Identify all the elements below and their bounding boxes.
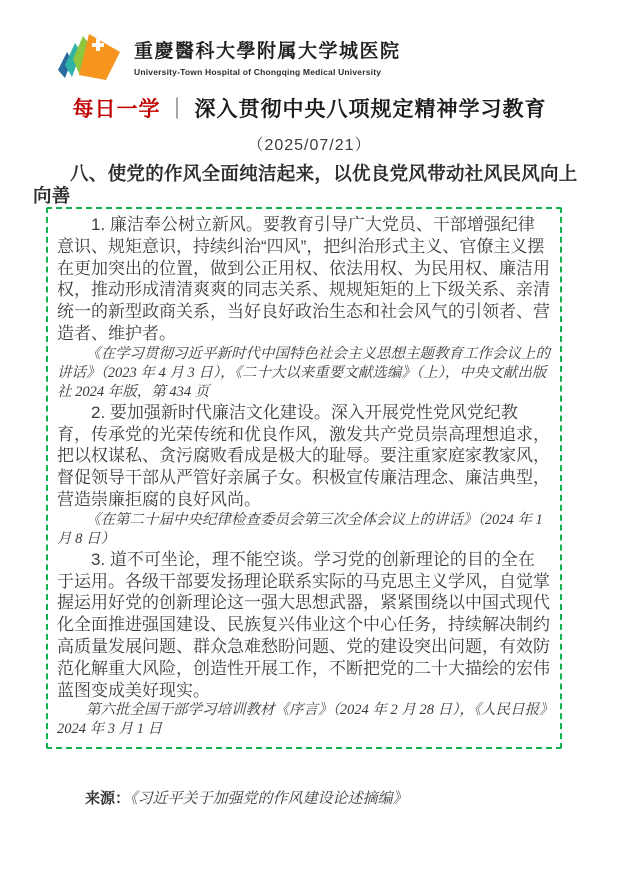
source-text: 《习近平关于加强党的作风建设论述摘编》: [130, 791, 408, 807]
citation-1: 《在学习贯彻习近平新时代中国特色社会主义思想主题教育工作会议上的讲话》（2023 年 4 月 3 日），《二十大以来重要文献选编》（上），中央文献出版社 2024 年版，第 434 页: [57, 345, 550, 400]
title-text: 深入贯彻中央八项规定精神学习教育: [194, 98, 547, 121]
hospital-logo: [52, 30, 401, 86]
title-separator: ｜: [166, 98, 189, 121]
page-title: [0, 96, 619, 124]
quote-box: [46, 207, 562, 749]
hospital-name-en: University-Town Hospital of Chongqing Medical University: [134, 66, 382, 77]
hospital-name-block: [134, 40, 401, 77]
fanned-pages-with-plus-icon: [52, 30, 124, 86]
citation-2: 《在第二十届中央纪律检查委员会第三次全体会议上的讲话》（2024 年 1 月 8 日）: [57, 511, 543, 547]
body-paragraph-1: 1. 廉洁奉公树立新风。要教育引导广大党员、干部增强纪律意识、规矩意识，持续纠治“四风”，把纠治形式主义、官僚主义摆在更加突出的位置，做到公正用权、依法用权、为民用权、廉洁用权，推动形成清清爽爽的同志关系、规规矩矩的上下级关系、亲清统一的新型政商关系，当好良好政治生态和社会风气的引领者、营造者、维护者。: [57, 215, 550, 343]
source-line: [85, 789, 589, 809]
body-paragraph-3: 3. 道不可坐论，理不能空谈。学习党的创新理论的目的全在于运用。各级干部要发扬理论联系实际的马克思主义学风，自觉掌握运用好党的创新理论这一强大思想武器，紧紧围绕以中国式现代化全面推进强国建设、民族复兴伟业这个中心任务，持续解决制约高质量发展问题、群众急难愁盼问题、党的建设突出问题，有效防范化解重大风险，创造性开展工作，不断把党的二十大描绘的宏伟蓝图变成美好现实。: [57, 549, 550, 700]
citation-3: 第六批全国干部学习培训教材《序言》（2024 年 2 月 28 日），《人民日报》2024 年 3 月 1 日: [57, 702, 547, 738]
body-paragraph-2: 2. 要加强新时代廉洁文化建设。深入开展党性党风党纪教育，传承党的光荣传统和优良作风，激发共产党员崇高理想追求，把以权谋私、贪污腐败看成是极大的耻辱。要注重家庭家教家风，督促领导干部从严管好亲属子女。积极宣传廉洁理念、廉洁典型，营造崇廉拒腐的良好风尚。: [57, 402, 550, 509]
hospital-name-zh: 重慶醫科大學附属大学城医院: [134, 40, 401, 62]
title-highlight: 每日一学: [72, 98, 161, 121]
section-heading: 八、使党的作风全面纯洁起来，以优良党风带动社风民风向上向善: [33, 163, 578, 206]
date-line: （2025/07/21）: [247, 137, 372, 154]
source-label: 来源：: [85, 790, 131, 807]
